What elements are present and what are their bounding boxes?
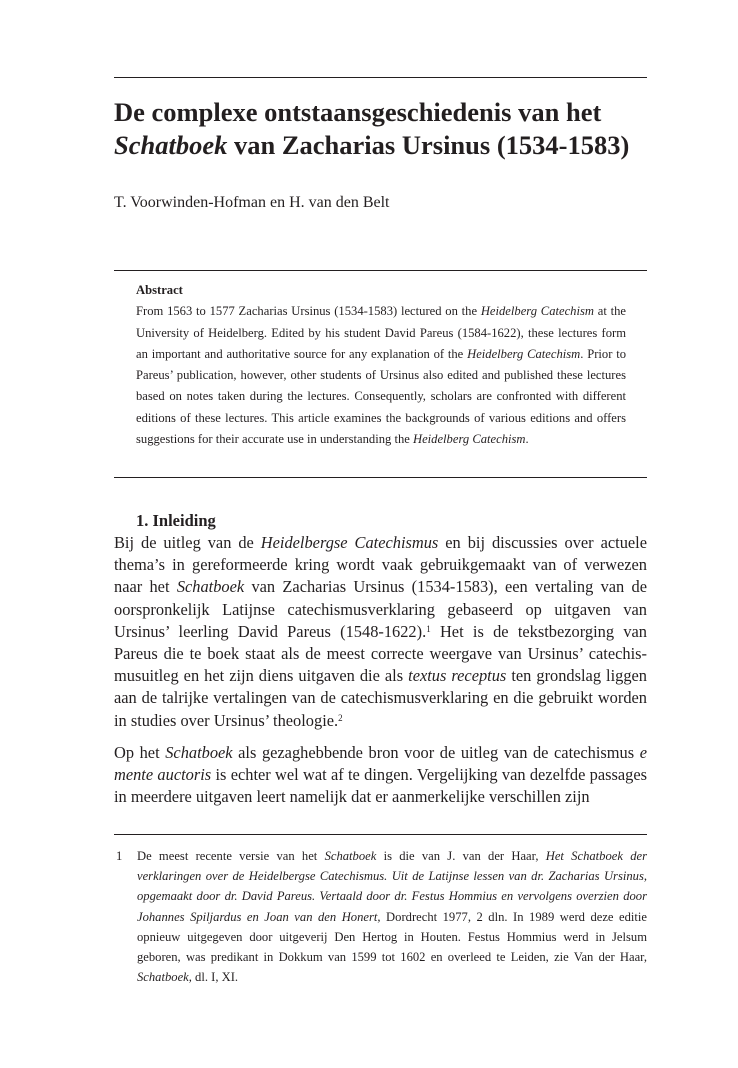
paragraph-1: Bij de uitleg van de Heidelbergse Catechismus en bij discussies over actuele thema’s in gereformeerde kring wordt vaak gebruikgemaakt van of verwezen naar het Schatboek van Zacharias Ursinus (1534-1583), een vertaling van de oorspronkelijk Latijnse catechismusverklaring gebaseerd op uitgaven van Ursinus’ leerling David Pareus (1548-1622).$^1$ Het is de tekstbezorging van Pareus die te boek staat als de meest correcte weergave van Ursinus’ catechismusuitleg en het zijn diens uitgaven die als textus receptus ten grondslag liggen aan de talrijke vertalingen van de catechismusverklaring en die gebruikt worden in studies over Ursinus’ theologie.$^2$: [114, 533, 647, 730]
footnote-text: De meest recente versie van het Schatboek is die van J. van der Haar, Het Schatboek der verklaringen over de Heidelbergse Catechismus. Uit de Latijnse lessen van dr. Zacharias Ursinus, opgemaakt door dr. David Pareus. Vertaald door dr. Festus Hommius en vervolgens overzien door Johannes Spiljardus en Joan van den Honert, Dordrecht 1977, 2 dln. In 1989 werd deze editie opnieuw uitgegeven door uitgeverij Den Hertog in Houten. Festus Hommius werd in Jelsum geboren, was predikant in Dokkum van 1599 tot 1602 en overleed te Leiden, zie Van der Haar, Schatboek, dl. I, XI.: [137, 849, 648, 985]
title-italic-schatboek: Schatboek: [114, 130, 228, 160]
footnote-rule: [114, 834, 647, 835]
footnote-number: 1: [116, 849, 123, 863]
abstract: [136, 280, 626, 450]
abstract-top-rule: [114, 270, 647, 271]
abstract-label: Abstract: [136, 283, 183, 297]
section-heading: 1. Inleiding: [136, 511, 216, 530]
footnote-ref-1[interactable]: 1: [426, 623, 431, 634]
top-rule: [114, 77, 647, 78]
abstract-text: From 1563 to 1577 Zacharias Ursinus (1534-1583) lectured on the Heidelberg Catechism at the University of Heidelberg. Edited by his student David Pareus (1584-1622), these lectures form an important and authoritative source for any explanation of the Heidelberg Catechism. Prior to Pareus’ publication, however, other students of Ursinus also edited and published these lectures based on notes taken during the lectures. Consequently, scholars are confronted with different editions of these lectures. This article examines the backgrounds of various editions and offers suggestions for their accurate use in understanding the Heidelberg Catechism.: [136, 304, 626, 447]
abstract-bottom-rule: [114, 477, 647, 478]
article-title: [114, 96, 647, 162]
title-line-1: De complexe ontstaansgeschiedenis van het: [114, 97, 602, 127]
title-line-2: van Zacharias Ursinus (1534-1583): [227, 130, 630, 160]
authors: T. Voorwinden-Hofman en H. van den Belt: [114, 194, 390, 211]
footnote-ref-2[interactable]: 2: [338, 712, 343, 723]
paragraph-2: Op het Schatboek als gezaghebbende bron voor de uitleg van de catechismus e mente auctoris is echter wel wat af te dingen. Vergelijking van dezelfde passages in meerdere uitgaven leert namelijk dat er aanmerkelijke verschillen zijn: [114, 743, 647, 807]
footnote-1: [114, 846, 647, 987]
